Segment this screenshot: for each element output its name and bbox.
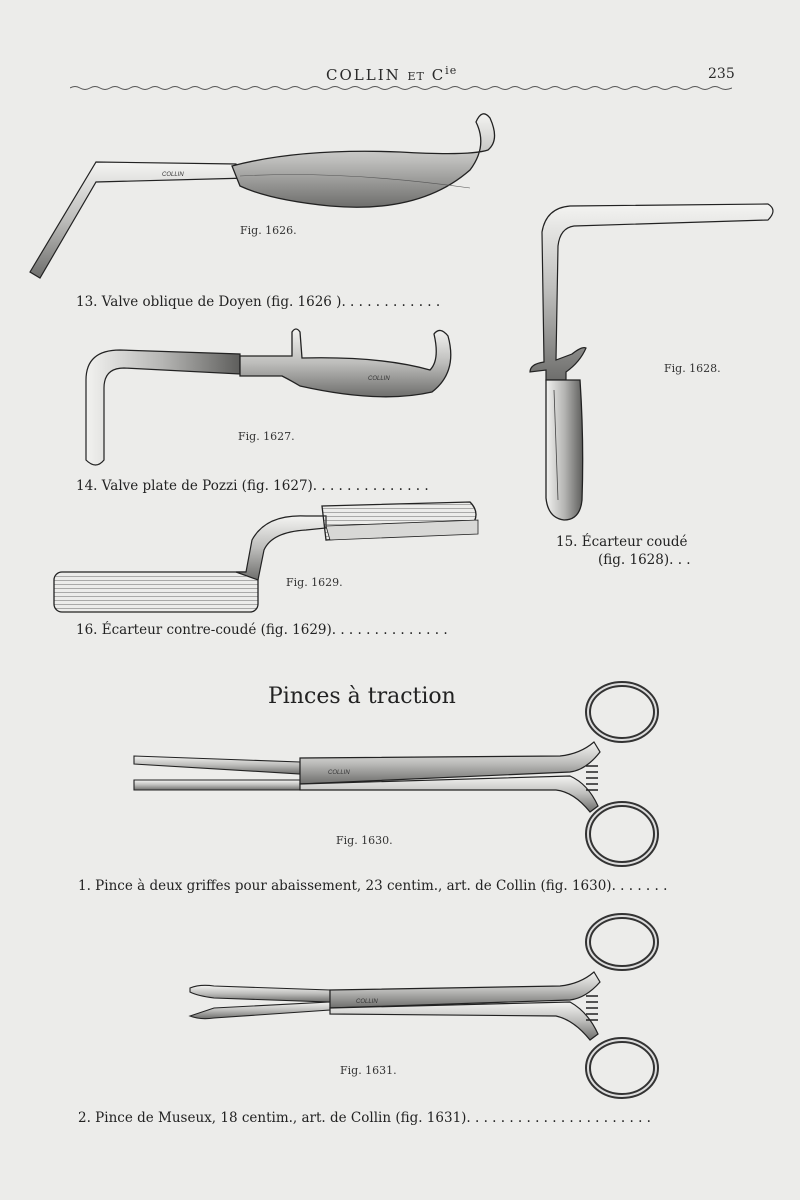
page-number: 235 [708, 66, 735, 82]
pince-1: 1. Pince à deux griffes pour abaissement, 23 centim., art. de Collin (fig. 1630). . . . . . . [78, 878, 668, 894]
stamp-1631: COLLIN [356, 999, 378, 1005]
item-14: 14. Valve plate de Pozzi (fig. 1627). . . . . . . . . . . . . . [76, 478, 429, 494]
fig-1630-caption: Fig. 1630. [336, 834, 393, 847]
item-13: 13. Valve oblique de Doyen (fig. 1626 ). . . . . . . . . . . . [76, 294, 441, 310]
instrument-1626 [30, 114, 495, 278]
header-cie: C [431, 66, 446, 84]
pince-2: 2. Pince de Museux, 18 centim., art. de Collin (fig. 1631). . . . . . . . . . . . . . . . . . . . . . [78, 1110, 651, 1126]
stamp-1630: COLLIN [328, 770, 350, 776]
item-15-line2: (fig. 1628). . . [598, 552, 691, 568]
fig-1628-caption: Fig. 1628. [664, 362, 721, 375]
fig-1629-caption: Fig. 1629. [286, 576, 343, 589]
item-15-line1: 15. Écarteur coudé [556, 534, 688, 550]
header-brand: COLLIN [326, 66, 401, 84]
instrument-1628 [530, 204, 773, 520]
instrument-1630 [134, 684, 656, 864]
section-title: Pinces à traction [268, 684, 456, 709]
fig-1626-caption: Fig. 1626. [240, 224, 297, 237]
stamp-1627: COLLIN [368, 376, 390, 382]
instrument-1631 [190, 916, 656, 1096]
instrument-1629 [54, 502, 478, 612]
instrument-1627 [86, 329, 451, 465]
header-et: ET [407, 70, 425, 83]
fig-1631-caption: Fig. 1631. [340, 1064, 397, 1077]
item-16: 16. Écarteur contre-coudé (fig. 1629). . . . . . . . . . . . . . [76, 622, 448, 638]
fig-1627-caption: Fig. 1627. [238, 430, 295, 443]
stamp-1626: COLLIN [162, 172, 184, 178]
header-cie-sup: ie [445, 64, 458, 77]
